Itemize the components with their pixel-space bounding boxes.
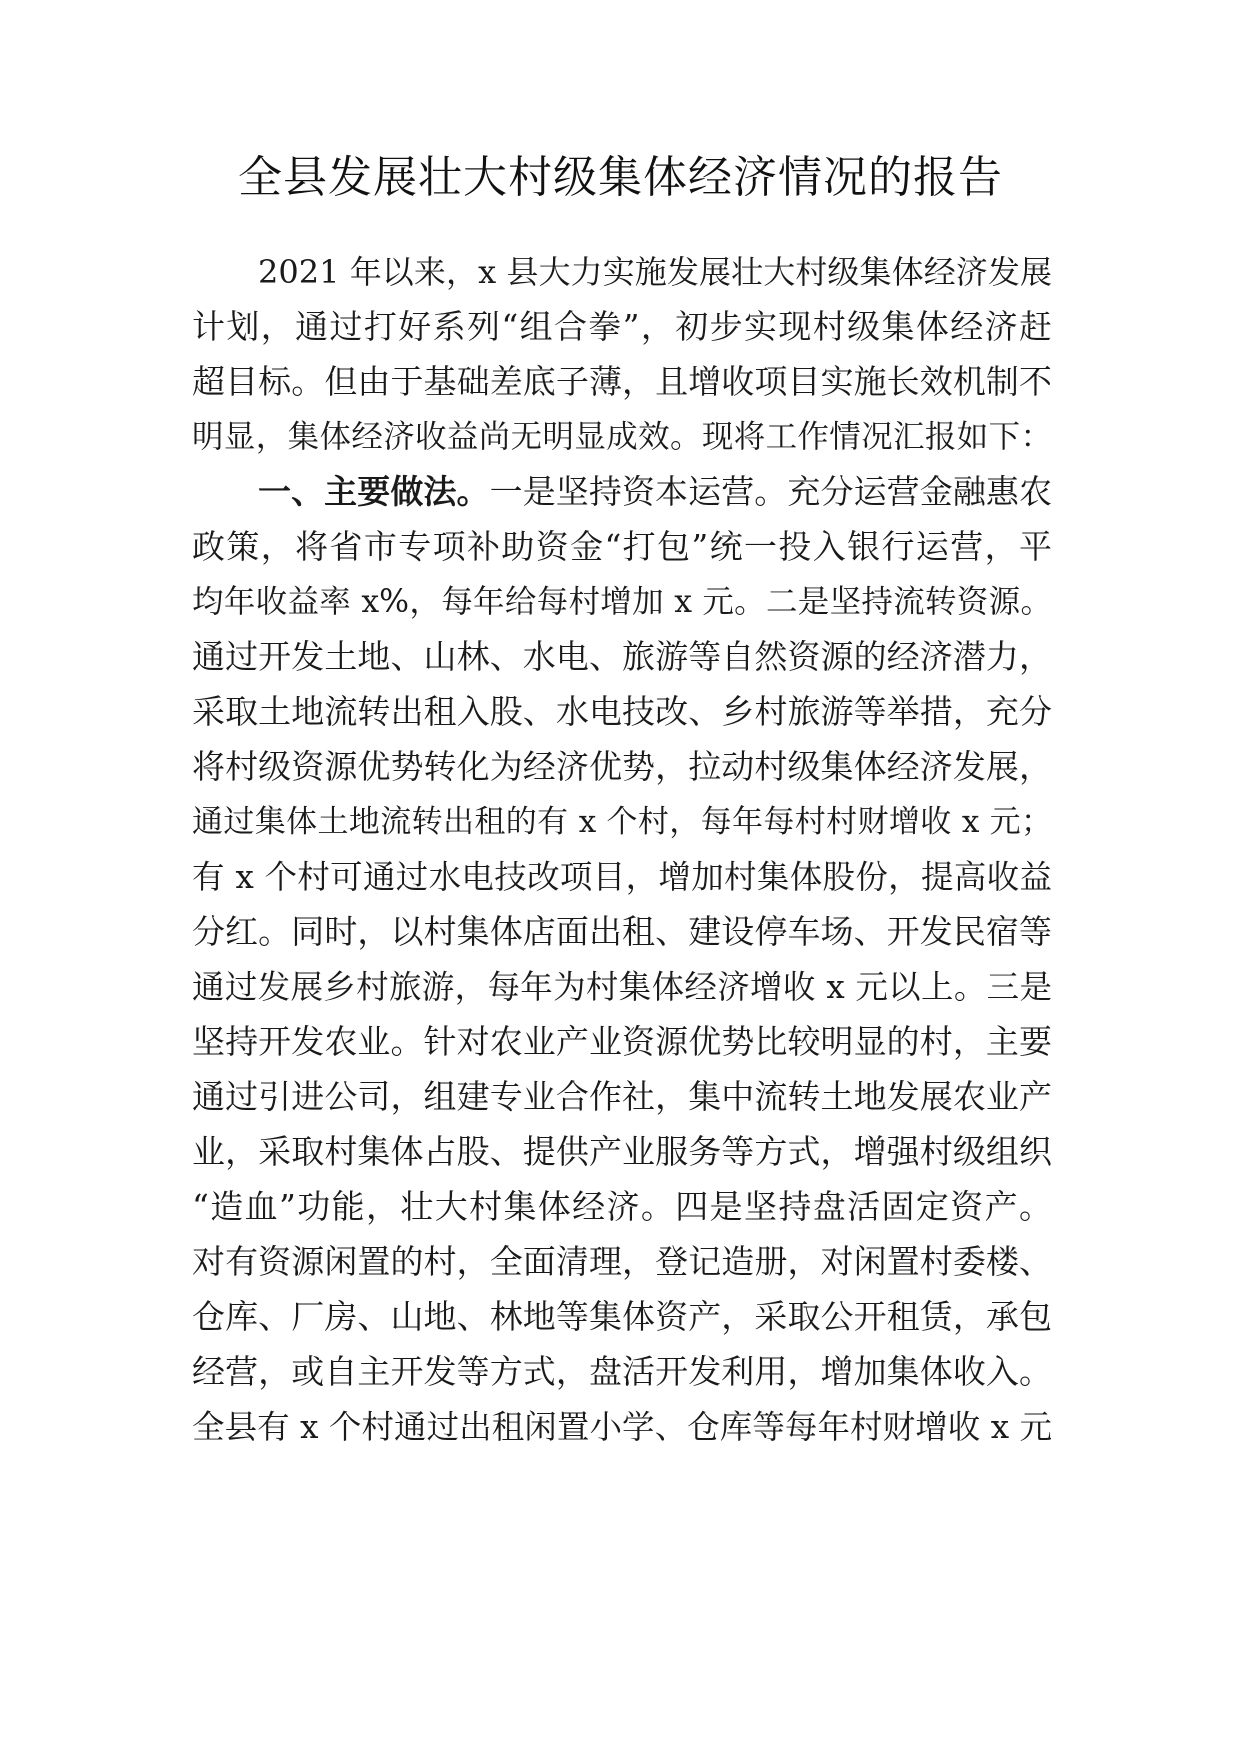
section-1-line: 坚持开发农业。针对农业产业资源优势比较明显的村，主要: [192, 1022, 1052, 1061]
section-1-line: 将村级资源优势转化为经济优势，拉动村级集体经济发展，: [192, 747, 1052, 786]
section-1-line: 通过引进公司，组建专业合作社，集中流转土地发展农业产: [192, 1077, 1052, 1116]
section-1-line: 经营，或自主开发等方式，盘活开发利用，增加集体收入。: [192, 1352, 1052, 1391]
section-1-line: 采取土地流转出租入股、水电技改、乡村旅游等举措，充分: [192, 692, 1052, 731]
section-1-line: “造血”功能，壮大村集体经济。四是坚持盘活固定资产。: [192, 1187, 1052, 1226]
section-1-line: 分红。同时，以村集体店面出租、建设停车场、开发民宿等: [192, 912, 1052, 951]
section-1-line: 通过发展乡村旅游，每年为村集体经济增收 x 元以上。三是: [192, 968, 1052, 1006]
intro-line-4: 明显，集体经济收益尚无明显成效。现将工作情况汇报如下：: [192, 419, 1052, 455]
section-1-line: 业，采取村集体占股、提供产业服务等方式，增强村级组织: [192, 1132, 1052, 1171]
section-1-first-line: [258, 462, 1052, 522]
document-title: 全县发展壮大村级集体经济情况的报告: [238, 152, 1003, 203]
section-1-line: 通过集体土地流转出租的有 x 个村，每年每村村财增收 x 元；: [192, 804, 1052, 840]
section-1-line: 仓库、厂房、山地、林地等集体资产，采取公开租赁，承包: [192, 1297, 1052, 1336]
intro-line-3: 超目标。但由于基础差底子薄，且增收项目实施长效机制不: [192, 362, 1052, 401]
section-1-line: 对有资源闲置的村，全面清理，登记造册，对闲置村委楼、: [192, 1242, 1052, 1281]
section-1-line: 有 x 个村可通过水电技改项目，增加村集体股份，提高收益: [192, 858, 1052, 896]
section-1-line: 政策，将省市专项补助资金“打包”统一投入银行运营，平: [192, 527, 1052, 566]
section-1-line: 通过开发土地、山林、水电、旅游等自然资源的经济潜力，: [192, 637, 1052, 676]
section-1-line: 均年收益率 x%，每年给每村增加 x 元。二是坚持流转资源。: [192, 584, 1052, 620]
section-1-heading: 一、主要做法。: [258, 472, 490, 511]
section-1-first-line-text: 一是坚持资本运营。充分运营金融惠农: [489, 472, 1053, 511]
intro-line-2: 计划，通过打好系列“组合拳”，初步实现村级集体经济赶: [192, 307, 1052, 346]
intro-line-1: 2021 年以来，x 县大力实施发展壮大村级集体经济发展: [258, 253, 1052, 291]
section-1-line: 全县有 x 个村通过出租闲置小学、仓库等每年村财增收 x 元: [192, 1408, 1052, 1446]
